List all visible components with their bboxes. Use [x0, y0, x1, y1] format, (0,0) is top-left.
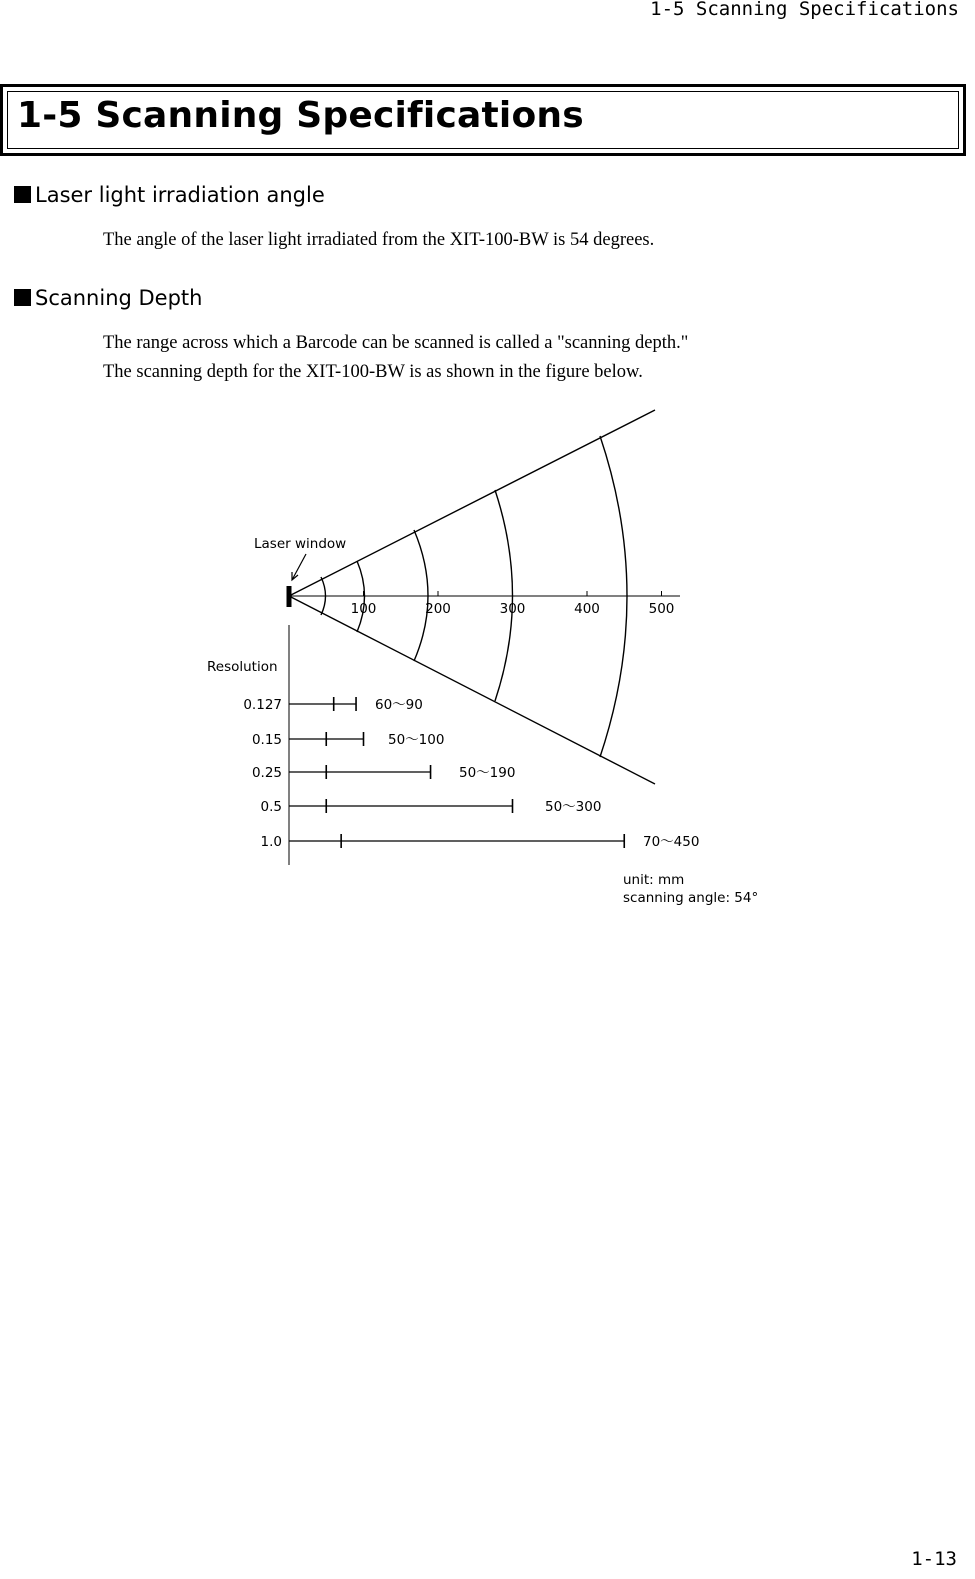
- laser-window-label: Laser window: [254, 536, 347, 552]
- resolution-value-0-5: 0.5: [260, 799, 282, 815]
- row-0-127-range-label: 60～90: [375, 697, 423, 713]
- resolution-label: Resolution: [207, 659, 278, 675]
- unit-label: unit: mm: [623, 872, 685, 888]
- scanning-depth-paragraph-2: The scanning depth for the XIT-100-BW is as shown in the figure below.: [103, 362, 643, 382]
- axis-tick-label-200: 200: [425, 601, 451, 617]
- row-0-5-range-label: 50～300: [545, 799, 602, 815]
- section-heading-text: Scanning Depth: [35, 286, 203, 310]
- laser-window-pointer: [292, 554, 306, 580]
- section-heading-text: Laser light irradiation angle: [35, 183, 325, 207]
- running-header: 1-5 Scanning Specifications: [650, 0, 959, 20]
- page-number: 1-13: [911, 1548, 957, 1570]
- resolution-value-0-25: 0.25: [251, 765, 282, 781]
- resolution-value-0-15: 0.15: [251, 732, 282, 748]
- resolution-value-0-127: 0.127: [243, 697, 282, 713]
- row-0-15-range-label: 50～100: [388, 732, 445, 748]
- row-1-0-range-label: 70～450: [643, 834, 700, 850]
- resolution-range-rows: [243, 697, 699, 850]
- scan-field-diagram: [289, 410, 680, 865]
- axis-tick-label-500: 500: [648, 601, 675, 617]
- scanning-angle-label: scanning angle: 54°: [623, 890, 759, 906]
- row-0-25-range-label: 50～190: [459, 765, 516, 781]
- scanning-depth-paragraph-1: The range across which a Barcode can be scanned is called a "scanning depth.": [103, 333, 689, 353]
- axis-tick-label-400: 400: [574, 601, 600, 617]
- axis-tick-label-300: 300: [499, 601, 526, 617]
- axis-tick-label-100: 100: [350, 601, 377, 617]
- page-title: 1-5 Scanning Specifications: [17, 95, 584, 136]
- resolution-value-1-0: 1.0: [260, 834, 282, 850]
- irradiation-angle-paragraph: The angle of the laser light irradiated from the XIT-100-BW is 54 degrees.: [103, 230, 655, 250]
- distance-axis-ticks: [351, 591, 675, 617]
